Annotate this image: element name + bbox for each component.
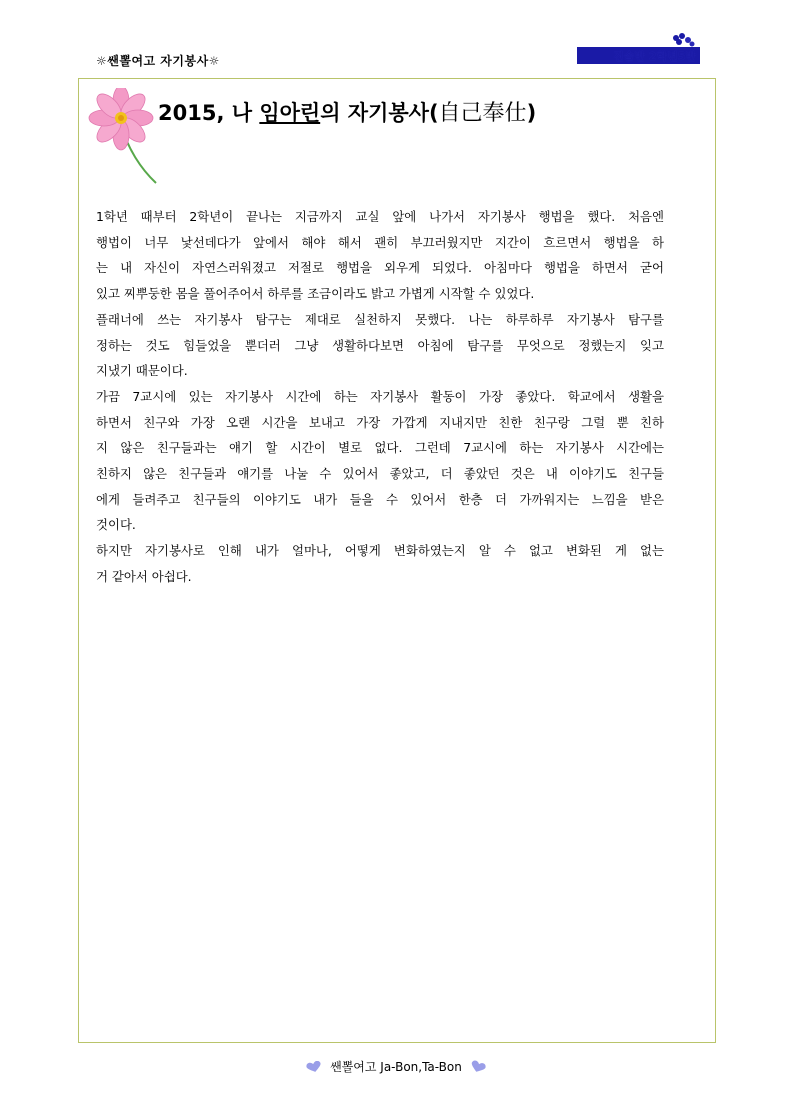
essay-line: 것이다. [96,517,136,533]
title-student-name: 임아린 [259,101,321,125]
essay-line: 1학년 때부터 2학년이 끝나는 지금까지 교실 앞에 나가서 자기봉사 행법을 했다. 처음엔 [96,209,664,224]
essay-line: 하지만 자기봉사로 인해 내가 얼마나, 어떻게 변화하였는지 알 수 없고 변화된 게 없는 [96,543,664,559]
essay-line: 가끔 7교시에 있는 자기봉사 시간에 하는 자기봉사 활동이 가장 좋았다. 학교에서 생활을 [96,388,664,404]
essay-line: 는 내 자신이 자연스러워졌고 저절로 행법을 외우게 되었다. 아침마다 행법을 하면서 굳어 [96,260,664,276]
page-title [158,96,536,127]
essay-line: 정하는 것도 힘들었을 뿐더러 그냥 생활하다보면 아침에 탐구를 무엇으로 정했는지 잊고 [96,337,664,353]
header-class-text: 진솔반 2학년5반 [613,50,696,63]
essay-line: 에게 들려주고 친구들의 이야기도 내가 들을 수 있어서 한층 더 가까워지는 느낌을 받은 [96,491,664,507]
header-left-text: ☼쌘뽈여고 자기봉사☼ [96,54,220,68]
essay-body [96,204,664,590]
title-close: ) [526,101,537,125]
essay-line: 친하지 않은 친구들과 얘기를 나눌 수 있어서 좋았고, 더 좋았던 것은 내 이야기도 친구들 [96,466,664,482]
essay-line: 플래너에 쓰는 자기봉사 탐구는 제대로 실천하지 못했다. 나는 하루하루 자기봉사 탐구를 [96,311,664,327]
title-hanja: 自己奉仕 [438,101,527,126]
heart-left-icon [306,1061,322,1073]
footer-text: 쌘뽈여고 Ja-Bon,Ta-Bon [330,1060,462,1074]
cosmos-flower-icon [88,88,160,186]
essay-line: 지 않은 친구들과는 얘기 할 시간이 별로 없다. 그런데 7교시에 하는 자기봉사 시간에는 [96,440,664,456]
heart-right-icon [470,1060,486,1074]
essay-line: 지냈기 때문이다. [96,363,188,379]
essay-line: 있고 찌뿌둥한 몸을 풀어주어서 하루를 조금이라도 밝고 가볍게 시작할 수 있었다. [96,286,535,302]
essay-line: 행법이 너무 낯선데다가 앞에서 해야 해서 괜히 부끄러웠지만 지간이 흐르면서 행법을 하 [96,234,664,250]
essay-line: 거 같아서 아쉽다. [96,568,192,584]
page-footer [0,1058,792,1075]
title-prefix: 2015, 나 [158,101,260,125]
corner-flower-icon [668,30,698,52]
essay-line: 하면서 친구와 가장 오랜 시간을 보내고 가장 가깝게 지내지만 친한 친구랑 그럴 뿐 친하 [96,414,664,430]
title-suffix: 의 자기봉사( [320,101,439,125]
